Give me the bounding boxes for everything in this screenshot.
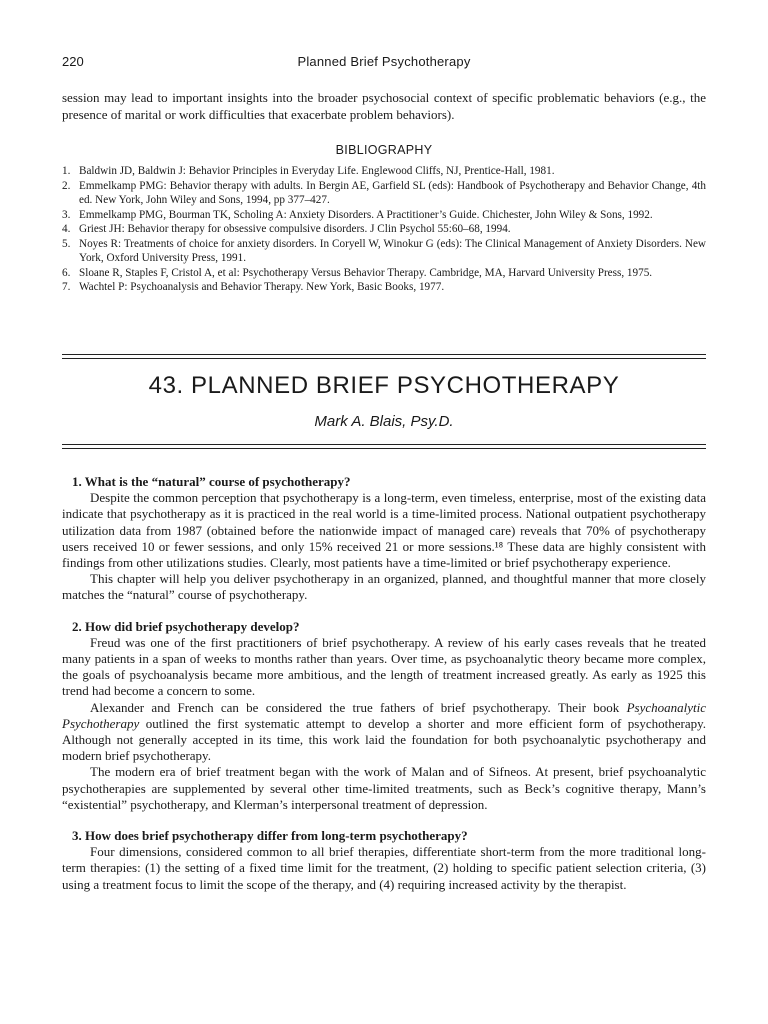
chapter-rule-top-1 (62, 354, 706, 355)
bibliography-heading: BIBLIOGRAPHY (335, 143, 433, 157)
bibliography-item (62, 164, 706, 179)
bibliography-item-number: 5. (62, 237, 71, 250)
qa-section (62, 619, 706, 813)
answer-paragraph: The modern era of brief treatment began with the work of Malan and of Sifneos. At present, brief psychoanalytic psychotherapies are supplemented by several other time-limited treatments, such as Beck’s cognitive therapy, Mann’s “existential” psychotherapy, and Klerman’s interpersonal treatment of depression. (62, 764, 706, 812)
chapter-rule-bottom-2 (62, 448, 706, 449)
bibliography-item-text: Griest JH: Behavior therapy for obsessive compulsive disorders. J Clin Psychol 55:60–68, 1994. (79, 223, 511, 235)
bibliography-item (62, 179, 706, 208)
answer-paragraph: Despite the common perception that psychotherapy is a long-term, even timeless, enterprise, most of the existing data indicate that psychotherapy as it is practiced in the real world is a time-limited process. National outpatient psychotherapy utilization data from 1987 (obtained before the nationwide impact of managed care) reveals that 70% of psychotherapy users received 10 or fewer sessions, and only 15% received 21 or more sessions.¹⁸ These data are highly consistent with findings from other utilizations studies. Clearly, most patients have a time-limited or brief psychotherapy experience. (62, 490, 706, 571)
qa-section (62, 474, 706, 604)
bibliography-item (62, 266, 706, 281)
chapter-author: Mark A. Blais, Psy.D. (314, 413, 454, 430)
bibliography-item (62, 208, 706, 223)
bibliography-item-number: 7. (62, 281, 71, 293)
bibliography-item-text: Noyes R: Treatments of choice for anxiety disorders. In Coryell W, Winokur G (eds): The Clinical Management of Anxiety Disorders. New York, Oxford University Press, 1991. (79, 237, 706, 264)
bibliography-item-text: Sloane R, Staples F, Cristol A, et al: Psychotherapy Versus Behavior Therapy. Cambridge, MA, Harvard University Press, 1975. (79, 266, 653, 279)
bibliography-item (62, 280, 706, 295)
bibliography-item-number: 2. (62, 179, 71, 192)
chapter-rule-bottom-1 (62, 444, 706, 445)
question-heading: 3. How does brief psychotherapy differ from long-term psychotherapy? (72, 828, 468, 844)
bibliography-item-text: Emmelkamp PMG: Behavior therapy with adults. In Bergin AE, Garfield SL (eds): Handbook of Psychotherapy and Behavior Change, 4th ed. New York, John Wiley and Sons, 1994, pp 377–427. (79, 179, 706, 206)
question-heading: 1. What is the “natural” course of psychotherapy? (72, 474, 351, 489)
bibliography-item (62, 237, 706, 266)
running-title: Planned Brief Psychotherapy (297, 54, 471, 69)
bibliography-item-number: 4. (62, 223, 71, 235)
book-title: Psychoanalytic Psychotherapy (62, 699, 706, 731)
answer-paragraph: Four dimensions, considered common to all brief therapies, differentiate short-term from the more traditional long-term therapies: (1) the setting of a fixed time limit for the treatment, (2) holding to specific patient selection criteria, (3) using a treatment focus to limit the scope of the therapy, and (4) requiring increased activity by the therapist. (62, 844, 706, 892)
bibliography-item (62, 222, 706, 237)
chapter-rule-top-2 (62, 358, 706, 359)
bibliography-item-number: 1. (62, 165, 71, 177)
chapter-title: 43. PLANNED BRIEF PSYCHOTHERAPY (148, 372, 620, 399)
bibliography-list (62, 164, 706, 295)
answer-paragraph (62, 700, 706, 765)
question-heading: 2. How did brief psychotherapy develop? (72, 618, 300, 634)
bibliography-item-number: 3. (62, 208, 71, 221)
intro-paragraph: session may lead to important insights into the broader psychosocial context of specific problematic behaviors (e.g., the presence of marital or work difficulties that exacerbate problem behaviors). (62, 90, 706, 122)
answer-paragraph: Freud was one of the first practitioners of brief psychotherapy. A review of his early cases reveals that he treated many patients in a span of weeks to months rather than years. Over time, as psychoanalytic theory became more complex, the goals of psychoanalysis became more ambitious, and the length of treatment increased greatly. As early as 1925 this trend had become a concern to some. (62, 634, 706, 699)
bibliography-item-number: 6. (62, 266, 71, 279)
bibliography-item-text: Emmelkamp PMG, Bourman TK, Scholing A: Anxiety Disorders. A Practitioner’s Guide. Chichester, John Wiley & Sons, 1992. (79, 208, 653, 221)
running-head (62, 54, 706, 72)
bibliography-item-text: Wachtel P: Psychoanalysis and Behavior Therapy. New York, Basic Books, 1977. (79, 281, 445, 293)
answer-paragraph: This chapter will help you deliver psychotherapy in an organized, planned, and thoughtful manner that more closely matches the “natural” course of psychotherapy. (62, 571, 706, 603)
chapter-body (62, 474, 706, 908)
qa-section (62, 828, 706, 893)
page-number: 220 (62, 54, 84, 69)
bibliography-item-text: Baldwin JD, Baldwin J: Behavior Principles in Everyday Life. Englewood Cliffs, NJ, Prentice-Hall, 1981. (79, 165, 555, 177)
paragraph-text: Alexander and French can be considered the true fathers of brief psychotherapy. Their book Psychoanalytic Psychotherapy outlined the first systematic attempt to develop a shorter and more efficient form of psychotherapy. Although not generally accepted in its time, this work laid the foundation for both psychoanalytic psychotherapy and modern brief psychotherapy. (62, 699, 706, 764)
